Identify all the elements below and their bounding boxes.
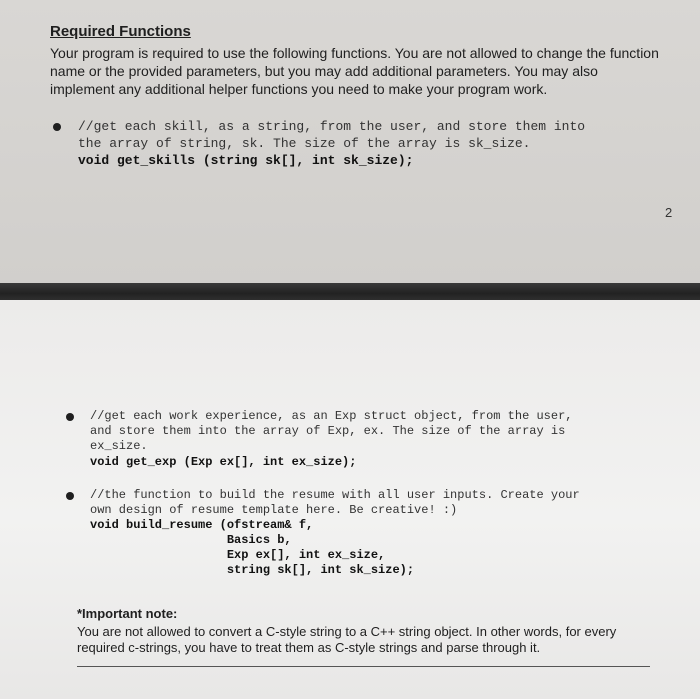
- page-divider: [0, 283, 700, 300]
- function-signature: void build_resume (ofstream& f, Basics b, Exp ex[], int ex_size, string sk[], int sk_size);: [90, 518, 415, 577]
- page-number: 2: [665, 205, 673, 220]
- note-title: *Important note:: [77, 606, 178, 621]
- function-signature: void get_skills (string sk[], int sk_size);: [78, 153, 414, 168]
- function-comment: //the function to build the resume with all user inputs. Create your own design of resume template here. Be creative! :): [90, 488, 580, 517]
- function-comment: //get each skill, as a string, from the user, and store them into the array of string, sk. The size of the array is sk_size.: [78, 119, 586, 151]
- section-intro: Your program is required to use the following functions. You are not allowed to change the function name or the provided parameters, but you may add additional parameters. You may also implement any additional helper functions you need to make your program work.: [50, 45, 659, 97]
- bullet-icon: [53, 123, 61, 131]
- function-comment: //get each work experience, as an Exp struct object, from the user, and store them into the array of Exp, ex. The size of the array is ex_size.: [90, 409, 573, 453]
- bullet-icon: [66, 492, 74, 500]
- function-signature: void get_exp (Exp ex[], int ex_size);: [90, 455, 357, 469]
- note-divider: [77, 666, 650, 667]
- bullet-icon: [66, 413, 74, 421]
- note-text: You are not allowed to convert a C-style string to a C++ string object. In other words, for every required c-strings, you have to treat them as C-style strings and parse through it.: [77, 624, 617, 655]
- section-heading: Required Functions: [50, 23, 191, 40]
